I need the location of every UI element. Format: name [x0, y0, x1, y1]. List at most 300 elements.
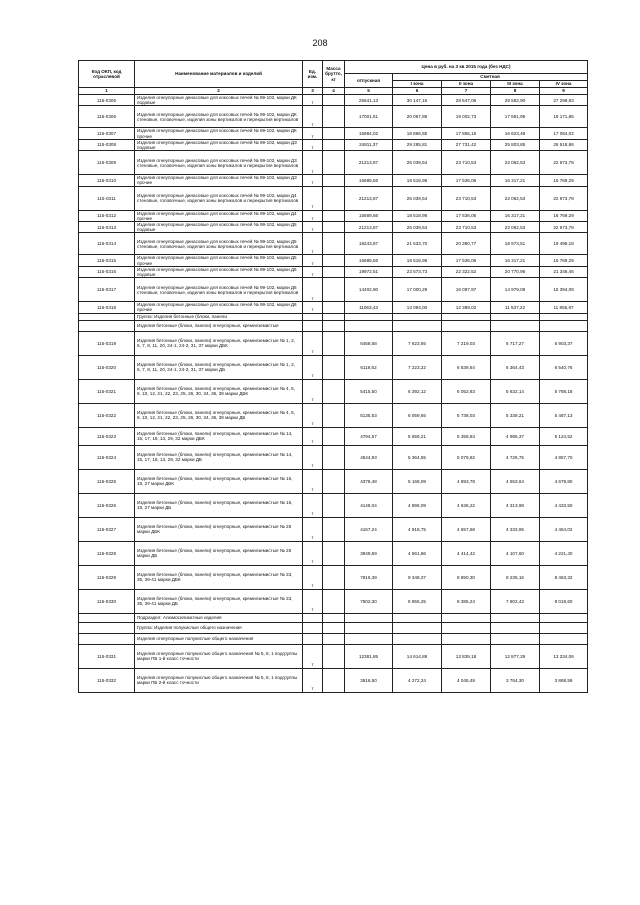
- row-name: Изделия бетонные (блоки, панели) огнеупорные, кремнеземистые: [135, 320, 303, 331]
- table-row: [79, 427, 588, 445]
- column-index-row: [79, 88, 588, 95]
- table-row: [79, 403, 588, 427]
- row-zone-4-price: 8 018,60: [540, 589, 588, 613]
- row-mass: [323, 644, 345, 668]
- row-zone-4-price: 26 518,86: [540, 139, 588, 150]
- header-mass: Масса брутто, кг: [323, 61, 345, 88]
- column-index: 3: [303, 88, 323, 95]
- header-zone-2: II зона: [442, 81, 491, 88]
- row-code: 115-0330: [79, 589, 135, 613]
- row-zone-1-price: [393, 633, 442, 644]
- row-release-price: 5135,53: [345, 403, 393, 427]
- row-unit: т: [303, 445, 323, 469]
- row-zone-3-price: 20 770,96: [491, 266, 540, 277]
- column-index: 1: [79, 88, 135, 95]
- row-name: Изделия огнеупорные динасовые для коксовых печей № 99-102, марки Д4 стеновые, головочные, изделия зоны вертикалов и перекрытия вертикалов: [135, 186, 303, 210]
- row-zone-3-price: 28 582,90: [491, 95, 540, 106]
- row-code: 115-0312: [79, 210, 135, 221]
- row-code: 115-0325: [79, 469, 135, 493]
- page-number: 208: [312, 38, 328, 48]
- row-mass: [323, 151, 345, 175]
- row-zone-1-price: 4 896,09: [393, 493, 442, 517]
- row-release-price: [345, 633, 393, 644]
- row-code: 115-0318: [79, 302, 135, 313]
- row-code: 115-0315: [79, 255, 135, 266]
- table-row: [79, 589, 588, 613]
- row-unit: т: [303, 210, 323, 221]
- row-unit: [303, 622, 323, 633]
- row-zone-2-price: 4 414,42: [442, 541, 491, 565]
- header-price-group: Цена в руб. на 3 кв 2015 года (без НДС): [345, 61, 588, 74]
- row-zone-2-price: 17 536,06: [442, 175, 491, 186]
- row-zone-2-price: 4 636,22: [442, 493, 491, 517]
- row-zone-3-price: [491, 613, 540, 622]
- row-zone-3-price: 14 979,08: [491, 278, 540, 302]
- row-zone-1-price: 30 147,16: [393, 95, 442, 106]
- row-zone-2-price: 4 657,68: [442, 517, 491, 541]
- row-release-price: [345, 622, 393, 633]
- row-mass: [323, 255, 345, 266]
- column-index: 9: [540, 88, 588, 95]
- row-name: Изделия огнеупорные полукислые общего назначения № 5, 8, 1 подгруппы марки ПБ 2-й класс точности: [135, 668, 303, 692]
- row-zone-2-price: 4 045,49: [442, 668, 491, 692]
- row-zone-3-price: 22 062,53: [491, 186, 540, 210]
- row-code: 115-0306: [79, 106, 135, 128]
- row-code: [79, 613, 135, 622]
- row-zone-1-price: 7 223,22: [393, 355, 442, 379]
- row-code: [79, 313, 135, 320]
- row-code: 115-0311: [79, 186, 135, 210]
- row-mass: [323, 222, 345, 233]
- row-unit: т: [303, 266, 323, 277]
- row-zone-4-price: 4 221,40: [540, 541, 588, 565]
- header-release: отпускная: [345, 74, 393, 88]
- row-zone-1-price: 5 168,09: [393, 469, 442, 493]
- table-row: [79, 445, 588, 469]
- row-zone-4-price: 3 868,59: [540, 668, 588, 692]
- row-zone-1-price: 25 039,54: [393, 222, 442, 233]
- row-mass: [323, 320, 345, 331]
- row-code: 115-0305: [79, 95, 135, 106]
- row-unit: т: [303, 668, 323, 692]
- row-unit: [303, 613, 323, 622]
- row-release-price: 25541,13: [345, 95, 393, 106]
- row-zone-4-price: 18 171,85: [540, 106, 588, 128]
- row-mass: [323, 128, 345, 139]
- row-release-price: 15689,56: [345, 175, 393, 186]
- row-zone-3-price: 8 235,16: [491, 565, 540, 589]
- row-zone-3-price: 12 877,29: [491, 644, 540, 668]
- row-unit: т: [303, 151, 323, 175]
- table-row: [79, 139, 588, 150]
- row-release-price: 7916,39: [345, 565, 393, 589]
- row-release-price: [345, 313, 393, 320]
- row-zone-3-price: 18 973,51: [491, 233, 540, 255]
- row-zone-4-price: [540, 622, 588, 633]
- row-zone-4-price: 22 673,78: [540, 222, 588, 233]
- row-zone-4-price: 21 346,46: [540, 266, 588, 277]
- row-zone-4-price: 4 454,02: [540, 517, 588, 541]
- row-name: Изделия бетонные (блоки, панели) огнеупорные, кремнеземистые № 4, 5, 9, 10, 12, 21, 22, 23, 25, 26, 30, 34, 36, 38 марки ДБ: [135, 403, 303, 427]
- row-zone-4-price: [540, 633, 588, 644]
- row-code: 115-0332: [79, 668, 135, 692]
- row-zone-2-price: 17 536,06: [442, 255, 491, 266]
- row-zone-2-price: 5 079,82: [442, 445, 491, 469]
- row-mass: [323, 379, 345, 403]
- row-zone-1-price: [393, 313, 442, 320]
- row-zone-2-price: 6 839,64: [442, 355, 491, 379]
- row-release-price: 3949,59: [345, 541, 393, 565]
- column-index: 6: [393, 88, 442, 95]
- row-unit: [303, 320, 323, 331]
- row-zone-3-price: 5 339,21: [491, 403, 540, 427]
- row-unit: [303, 633, 323, 644]
- row-zone-1-price: 7 623,65: [393, 331, 442, 355]
- row-name: Изделия огнеупорные динасовые для коксовых печей № 99-102, марки Д6 прочие: [135, 302, 303, 313]
- group-row: [79, 633, 588, 644]
- header-zone-1: I зона: [393, 81, 442, 88]
- row-zone-4-price: [540, 613, 588, 622]
- row-zone-2-price: 13 839,18: [442, 644, 491, 668]
- row-unit: т: [303, 541, 323, 565]
- row-zone-3-price: 7 802,43: [491, 589, 540, 613]
- table-row: [79, 151, 588, 175]
- row-name: Изделия огнеупорные динасовые для коксовых печей № 99-102, марки ДЗ прочие: [135, 175, 303, 186]
- row-unit: т: [303, 331, 323, 355]
- row-zone-4-price: 22 673,78: [540, 186, 588, 210]
- row-zone-1-price: 17 000,29: [393, 278, 442, 302]
- row-code: [79, 633, 135, 644]
- row-release-price: 21213,87: [345, 151, 393, 175]
- row-release-price: 14402,90: [345, 278, 393, 302]
- row-code: 115-0331: [79, 644, 135, 668]
- row-unit: т: [303, 427, 323, 445]
- table-row: [79, 233, 588, 255]
- row-zone-3-price: 4 313,98: [491, 493, 540, 517]
- row-code: 115-0314: [79, 233, 135, 255]
- row-name: Изделия бетонные (блоки, панели) огнеупорные, кремнеземистые № 28 марки ДБ: [135, 541, 303, 565]
- row-code: 115-0322: [79, 403, 135, 427]
- row-name: Подраздел: Алюмосиликатные изделия: [135, 613, 303, 622]
- row-code: 115-0313: [79, 222, 135, 233]
- row-zone-1-price: 20 067,88: [393, 106, 442, 128]
- header-unit: Ед. изм.: [303, 61, 323, 88]
- row-zone-3-price: 4 333,95: [491, 517, 540, 541]
- row-zone-3-price: 4 553,64: [491, 469, 540, 493]
- row-code: 115-0323: [79, 427, 135, 445]
- row-release-price: 24811,37: [345, 139, 393, 150]
- row-unit: т: [303, 469, 323, 493]
- row-mass: [323, 355, 345, 379]
- row-name: Изделия огнеупорные динасовые для коксовых печей № 99-102, марки Д4 прочие: [135, 210, 303, 221]
- row-zone-4-price: 8 463,32: [540, 565, 588, 589]
- table-row: [79, 210, 588, 221]
- row-zone-1-price: 4 661,86: [393, 541, 442, 565]
- row-name: Изделия бетонные (блоки, панели) огнеупорные, кремнеземистые № 1, 2, 6, 7, 8, 11, 20, 24-1, 24-2, 31, 37 марки ДБК: [135, 331, 303, 355]
- row-zone-2-price: [442, 622, 491, 633]
- row-unit: [303, 313, 323, 320]
- row-zone-4-price: 4 679,80: [540, 469, 588, 493]
- row-zone-1-price: 6 392,12: [393, 379, 442, 403]
- row-release-price: 18243,87: [345, 233, 393, 255]
- row-zone-2-price: [442, 313, 491, 320]
- table-row: [79, 106, 588, 128]
- row-mass: [323, 302, 345, 313]
- row-name: Изделия огнеупорные полукислые общего назначения: [135, 633, 303, 644]
- column-index: 8: [491, 88, 540, 95]
- row-release-price: 4544,93: [345, 445, 393, 469]
- row-release-price: 3616,50: [345, 668, 393, 692]
- table-row: [79, 128, 588, 139]
- row-unit: т: [303, 128, 323, 139]
- row-zone-4-price: 27 298,83: [540, 95, 588, 106]
- row-release-price: 19972,51: [345, 266, 393, 277]
- row-zone-1-price: 4 272,24: [393, 668, 442, 692]
- row-zone-2-price: 23 710,53: [442, 151, 491, 175]
- row-code: 115-0326: [79, 493, 135, 517]
- row-code: 115-0319: [79, 331, 135, 355]
- row-zone-1-price: 18 518,98: [393, 210, 442, 221]
- row-unit: т: [303, 255, 323, 266]
- table-row: [79, 175, 588, 186]
- row-zone-2-price: 16 097,97: [442, 278, 491, 302]
- row-name: Изделия бетонные (блоки, панели) огнеупорные, кремнеземистые № 28 марки ДБК: [135, 517, 303, 541]
- row-zone-2-price: 19 002,73: [442, 106, 491, 128]
- group-row: [79, 320, 588, 331]
- header-zone-3: III зона: [491, 81, 540, 88]
- table-row: [79, 493, 588, 517]
- row-mass: [323, 403, 345, 427]
- row-zone-1-price: 18 518,98: [393, 175, 442, 186]
- row-zone-3-price: 17 681,95: [491, 106, 540, 128]
- row-zone-3-price: 16 317,21: [491, 255, 540, 266]
- row-name: Изделия огнеупорные динасовые для коксовых печей № 99-102, марки Д5 прочие: [135, 255, 303, 266]
- table-body: [79, 95, 588, 693]
- row-zone-3-price: 6 717,27: [491, 331, 540, 355]
- row-unit: т: [303, 644, 323, 668]
- row-mass: [323, 313, 345, 320]
- table-row: [79, 95, 588, 106]
- row-unit: т: [303, 222, 323, 233]
- row-zone-3-price: 4 107,60: [491, 541, 540, 565]
- row-zone-1-price: 13 084,00: [393, 302, 442, 313]
- row-release-price: 6118,62: [345, 355, 393, 379]
- row-zone-3-price: [491, 320, 540, 331]
- row-mass: [323, 589, 345, 613]
- row-release-price: 21213,87: [345, 222, 393, 233]
- group-row: [79, 622, 588, 633]
- row-mass: [323, 186, 345, 210]
- row-zone-1-price: 18 518,98: [393, 255, 442, 266]
- row-zone-3-price: 6 364,43: [491, 355, 540, 379]
- row-mass: [323, 210, 345, 221]
- row-zone-2-price: 7 219,03: [442, 331, 491, 355]
- row-zone-2-price: 8 850,30: [442, 565, 491, 589]
- row-zone-3-price: 16 317,21: [491, 175, 540, 186]
- row-zone-1-price: 25 039,54: [393, 151, 442, 175]
- row-name: Изделия огнеупорные полукислые общего назначения № 5, 8, 1 подгруппы марки ПБ 1-й класс точности: [135, 644, 303, 668]
- row-name: Изделия бетонные (блоки, панели) огнеупорные, кремнеземистые № 33, 35, 39-41 марки ДБК: [135, 565, 303, 589]
- row-unit: т: [303, 139, 323, 150]
- price-table: [78, 60, 588, 693]
- row-name: Изделия огнеупорные динасовые для коксовых печей № 99-102, марки Д6 подовые: [135, 266, 303, 277]
- table-row: [79, 565, 588, 589]
- row-zone-4-price: 19 499,18: [540, 233, 588, 255]
- row-code: 115-0316: [79, 266, 135, 277]
- table-row: [79, 331, 588, 355]
- row-name: Изделия бетонные (блоки, панели) огнеупорные, кремнеземистые № 16, 19, 27 марки ДБК: [135, 469, 303, 493]
- row-mass: [323, 445, 345, 469]
- row-mass: [323, 278, 345, 302]
- row-mass: [323, 493, 345, 517]
- row-name: Изделия огнеупорные динасовые для коксовых печей № 99-102, марки ДК прочие: [135, 128, 303, 139]
- row-mass: [323, 331, 345, 355]
- row-zone-2-price: 8 385,24: [442, 589, 491, 613]
- row-release-price: 5415,50: [345, 379, 393, 403]
- row-name: Изделия огнеупорные динасовые для коксовых печей № 99-102, марки ДЗ подовые: [135, 139, 303, 150]
- row-zone-2-price: 22 322,52: [442, 266, 491, 277]
- row-zone-4-price: 16 769,29: [540, 210, 588, 221]
- row-zone-2-price: 23 710,53: [442, 186, 491, 210]
- row-mass: [323, 613, 345, 622]
- column-index: 5: [345, 88, 393, 95]
- row-zone-3-price: [491, 633, 540, 644]
- row-release-price: 15689,56: [345, 210, 393, 221]
- row-release-price: 4794,57: [345, 427, 393, 445]
- row-zone-2-price: 20 390,77: [442, 233, 491, 255]
- row-zone-4-price: 16 769,29: [540, 175, 588, 186]
- row-zone-1-price: 29 285,81: [393, 139, 442, 150]
- header-zone-4: IV зона: [540, 81, 588, 88]
- row-code: 115-0307: [79, 128, 135, 139]
- table-row: [79, 278, 588, 302]
- table-row: [79, 302, 588, 313]
- row-mass: [323, 633, 345, 644]
- row-zone-2-price: 12 389,02: [442, 302, 491, 313]
- row-zone-2-price: 5 358,84: [442, 427, 491, 445]
- row-code: 115-0309: [79, 151, 135, 175]
- row-name: Изделия бетонные (блоки, панели) огнеупорные, кремнеземистые № 1, 2, 6, 7, 8, 11, 20, 24-1, 24-2, 31, 37 марки ДБ: [135, 355, 303, 379]
- row-release-price: 4148,04: [345, 493, 393, 517]
- table-row: [79, 644, 588, 668]
- row-zone-4-price: 11 855,87: [540, 302, 588, 313]
- row-zone-3-price: 4 726,75: [491, 445, 540, 469]
- row-release-price: 4167,24: [345, 517, 393, 541]
- table-row: [79, 266, 588, 277]
- row-zone-2-price: 17 536,06: [442, 210, 491, 221]
- row-zone-4-price: 6 540,76: [540, 355, 588, 379]
- row-release-price: 4378,48: [345, 469, 393, 493]
- row-zone-1-price: 5 364,55: [393, 445, 442, 469]
- column-index: 2: [135, 88, 303, 95]
- row-zone-4-price: 15 394,08: [540, 278, 588, 302]
- row-name: Изделия бетонные (блоки, панели) огнеупорные, кремнеземистые № 33, 35, 39-41 марки ДБ: [135, 589, 303, 613]
- row-unit: т: [303, 379, 323, 403]
- row-zone-1-price: 9 348,37: [393, 565, 442, 589]
- row-name: Изделия огнеупорные динасовые для коксовых печей № 99-102, марки ДК подовые: [135, 95, 303, 106]
- row-mass: [323, 427, 345, 445]
- row-zone-1-price: 21 533,70: [393, 233, 442, 255]
- row-unit: т: [303, 95, 323, 106]
- row-zone-4-price: 17 084,02: [540, 128, 588, 139]
- row-zone-1-price: 6 059,65: [393, 403, 442, 427]
- row-code: 115-0327: [79, 517, 135, 541]
- row-unit: т: [303, 517, 323, 541]
- row-name: Изделия бетонные (блоки, панели) огнеупорные, кремнеземистые № 14, 15, 17, 18, 13, 29, 32 марки ДБ: [135, 445, 303, 469]
- column-index: 4: [323, 88, 345, 95]
- row-release-price: 6458,68: [345, 331, 393, 355]
- row-zone-2-price: 27 731,42: [442, 139, 491, 150]
- row-zone-4-price: [540, 320, 588, 331]
- row-zone-2-price: [442, 633, 491, 644]
- row-zone-2-price: 5 738,03: [442, 403, 491, 427]
- row-zone-1-price: 4 918,75: [393, 517, 442, 541]
- row-zone-4-price: 22 673,78: [540, 151, 588, 175]
- row-zone-2-price: 6 052,83: [442, 379, 491, 403]
- row-zone-1-price: 18 866,55: [393, 128, 442, 139]
- row-code: 115-0310: [79, 175, 135, 186]
- row-code: [79, 320, 135, 331]
- row-name: Изделия огнеупорные динасовые для коксовых печей № 99-102, марки Д5 стеновые, головочные, изделия зоны вертикалов и перекрытия вертикалов: [135, 233, 303, 255]
- header-code: Код ОКП, код отраслевой: [79, 61, 135, 88]
- row-zone-3-price: 22 062,53: [491, 222, 540, 233]
- row-zone-1-price: 8 855,25: [393, 589, 442, 613]
- row-release-price: [345, 613, 393, 622]
- row-zone-2-price: 23 710,53: [442, 222, 491, 233]
- row-release-price: [345, 320, 393, 331]
- table-row: [79, 668, 588, 692]
- row-code: 115-0317: [79, 278, 135, 302]
- row-unit: т: [303, 589, 323, 613]
- row-code: 115-0308: [79, 139, 135, 150]
- row-zone-3-price: 3 764,30: [491, 668, 540, 692]
- table-row: [79, 379, 588, 403]
- row-mass: [323, 541, 345, 565]
- row-unit: т: [303, 302, 323, 313]
- row-zone-2-price: 28 547,06: [442, 95, 491, 106]
- row-code: 115-0321: [79, 379, 135, 403]
- row-mass: [323, 668, 345, 692]
- row-unit: т: [303, 106, 323, 128]
- row-zone-1-price: 23 573,73: [393, 266, 442, 277]
- row-zone-3-price: 11 537,22: [491, 302, 540, 313]
- row-zone-4-price: [540, 313, 588, 320]
- row-name: Изделия огнеупорные динасовые для коксовых печей № 99-102, марки Д5 подовые: [135, 222, 303, 233]
- row-zone-4-price: 5 124,52: [540, 427, 588, 445]
- row-zone-3-price: 25 803,85: [491, 139, 540, 150]
- header-name: Наименование материалов и изделий: [135, 61, 303, 88]
- column-index: 7: [442, 88, 491, 95]
- row-name: Изделия огнеупорные динасовые для коксовых печей № 99-102, марки ДЗ стеновые, головочные, изделия зоны вертикалов и перекрытия вертикалов: [135, 151, 303, 175]
- row-mass: [323, 95, 345, 106]
- row-mass: [323, 233, 345, 255]
- row-name: Изделия бетонные (блоки, панели) огнеупорные, кремнеземистые № 4, 5, 9, 10, 12, 21, 22, 23, 25, 26, 30, 34, 36, 38 марки ДБК: [135, 379, 303, 403]
- table-row: [79, 186, 588, 210]
- row-release-price: 11063,43: [345, 302, 393, 313]
- row-mass: [323, 469, 345, 493]
- row-zone-4-price: 4 433,50: [540, 493, 588, 517]
- row-code: 115-0328: [79, 541, 135, 565]
- row-zone-3-price: 16 317,21: [491, 210, 540, 221]
- group-row: [79, 613, 588, 622]
- row-release-price: 15689,56: [345, 255, 393, 266]
- row-mass: [323, 175, 345, 186]
- row-zone-1-price: [393, 320, 442, 331]
- row-zone-3-price: 16 623,48: [491, 128, 540, 139]
- row-mass: [323, 139, 345, 150]
- row-zone-3-price: 5 632,14: [491, 379, 540, 403]
- header-estimate: Сметная: [393, 74, 588, 81]
